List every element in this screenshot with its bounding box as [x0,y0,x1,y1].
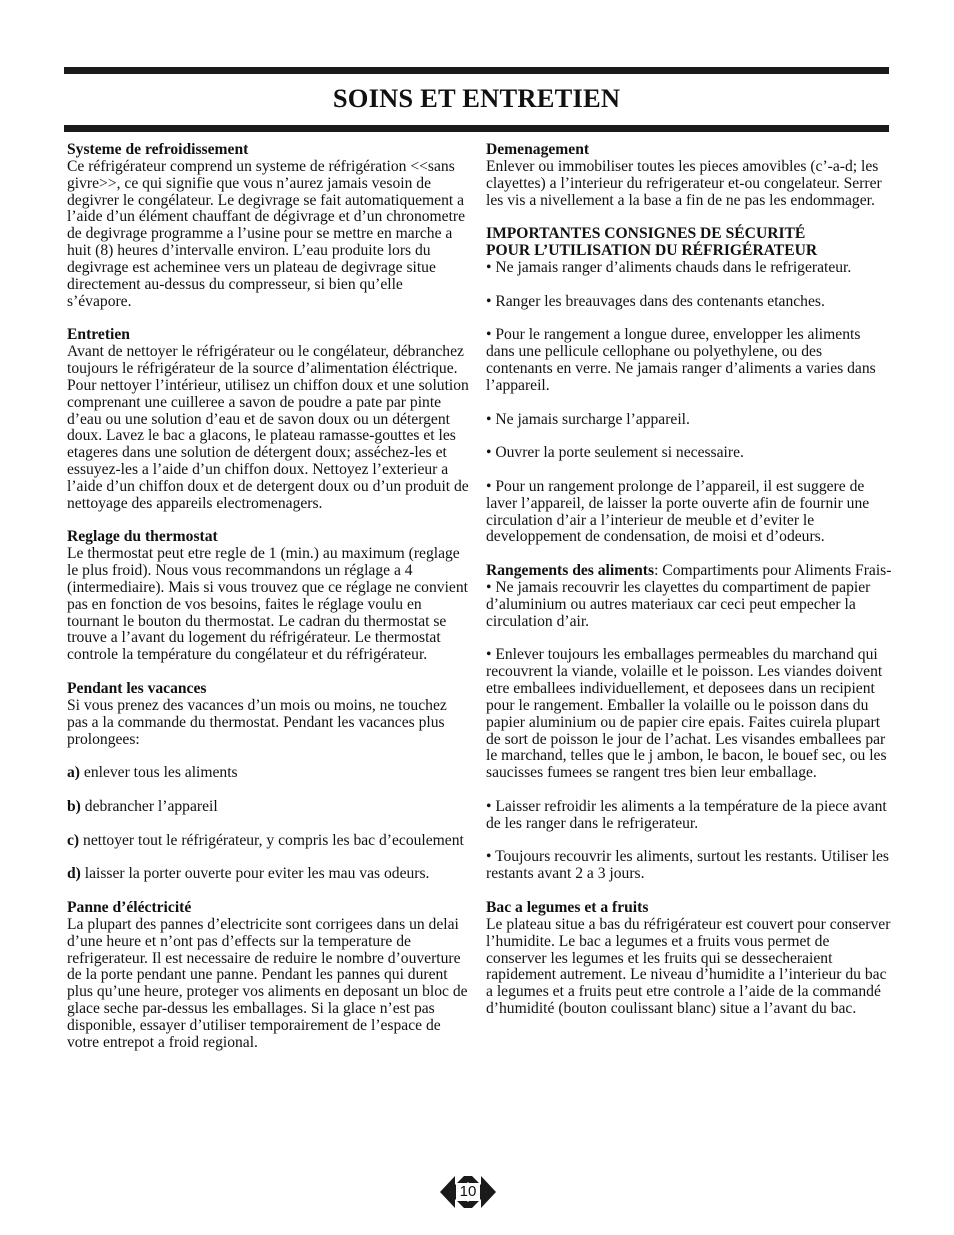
list-key: a) [67,764,80,782]
section-heading: Bac a legumes et a fruits [486,898,649,916]
section-body: La plupart des pannes d’electricite sont corrigees dans un delai d’une heure et n’ont pas d’effects sur la temperature de refrigerateur. Il est necessaire de reduire le nombre d’ouverture de la porte pendant une panne. Pendant les pannes qui durent plus qu’une heure, proteger vos aliments en deposant un bloc de glace seche par-dessus les emballages. Si la glace n’est pas disponible, essayer d’utiliser temporairement de l’espace de votre entrepot a froid regional. [67,915,468,1051]
list-item: • Enlever toujours les emballages permeables du marchand qui recouvrent la viande, volaille et le poisson. Les viandes doivent etre emballees individuellement, et deposees dans un recipient pour le rangement. Emballer la volaille ou le poisson dans du papier aluminium ou de papier cire epais. Faites cuirela plupart de sort de poisson le jour de l’achat. Les visandes emballees par le marchand, telles que le j ambon, le bacon, le bouef sec, ou les saucisses fumees se rangent tres bien leur emballage. [486,646,887,782]
list-item: • Pour un rangement prolonge de l’appareil, il est suggere de laver l’appareil, de laisser la porte ouverte afin de fournir une circulation d’air a l’interieur de meuble et d’eviter le developpement de condensation, de moisi et d’odeurs. [486,477,870,546]
section-maintenance [67,327,471,512]
list-text: enlever tous les aliments [80,764,238,782]
top-rule [64,67,889,74]
section-vacation [67,681,471,883]
section-intro-text: : Compartiments pour Aliments Frais- [654,562,892,580]
section-intro [486,563,892,580]
page-title: SOINS ET ENTRETIEN [332,83,621,113]
list-text: debrancher l’appareil [80,797,218,815]
list-key: c) [67,831,80,849]
section-moving [486,142,892,209]
page-number: 10 [459,1183,477,1200]
section-thermostat [67,529,471,664]
section-crisper [486,900,892,1018]
section-heading-line-1: IMPORTANTES CONSIGNES DE SÉCURITÉ [486,225,806,243]
list-item [67,833,471,850]
list-key: d) [67,865,81,883]
section-heading: Rangements des aliments [486,562,655,580]
list-item [67,799,471,816]
list-item: • Pour le rangement a longue duree, envelopper les aliments dans une pellicule cellophane ou polyethylene, ou des contenants en verre. Ne jamais ranger d’aliments a varies dans l’appareil. [486,326,876,394]
section-power-outage [67,900,471,1052]
list-text: laisser la porter ouverte pour eviter les mau vas odeurs. [80,865,430,883]
section-body: Le thermostat peut etre regle de 1 (min.) au maximum (reglage le plus froid). Nous vous recommandons un réglage a 4 (intermediaire). Mais si vous trouvez que ce réglage ne convient pas en fonction de vos besoins, faites le réglage voulu en tournant le bouton du thermostat. Le cadran du thermostat se trouve a l’avant du logement du réfrigérateur. Le thermostat controle la température du congélateur et du réfrigérateur. [67,545,468,664]
list-item: • Ne jamais surcharge l’appareil. [486,410,690,428]
right-column [486,142,892,1035]
section-body: Avant de nettoyer le réfrigérateur ou le congélateur, débranchez toujours le réfrigérateur de la source d’alimentation éléctrique. Pour nettoyer l’intérieur, utilisez un chiffon doux et une solution comprenant une cuilleree a savon de poudre a pate par pinte d’eau ou une solution d’eau et de savon doux ou un détergent doux. Lavez le bac a glacons, le plateau ramasse-gouttes et les etageres dans une solution de détergent doux; asséchez-les et essuyez-les a l’aide d’un chiffon doux. Nettoyez l’exterieur a l’aide d’un chiffon doux et de detergent doux ou d’un produit de nettoyage des appareils electromenagers. [67,343,469,512]
list-item: • Ne jamais ranger d’aliments chauds dans le refrigerateur. [486,258,852,276]
section-body: Enlever ou immobiliser toutes les pieces amovibles (c’-a-d; les clayettes) a l’interieur du refrigerateur et-ou congelateur. Serrer les vis a nivellement a la base a fin de ne pas les endommager. [486,157,882,209]
section-heading: Reglage du thermostat [67,528,218,546]
left-column [67,142,471,1068]
section-heading: Pendant les vacances [67,680,207,697]
section-cooling-system [67,142,471,310]
section-heading: Demenagement [486,141,590,158]
list-key: b) [67,797,81,815]
section-body: Si vous prenez des vacances d’un mois ou moins, ne touchez pas a la commande du thermostat. Pendant les vacances plus prolongees: [67,696,447,748]
section-body: Le plateau situe a bas du réfrigérateur est couvert pour conserver l’humidite. Le bac a legumes et a fruits vous permet de conserver les legumes et les fruits qui se dessecheraient rapidement autrement. Le niveau d’humidite a l’interieur du bac a legumes et a fruits peut etre controle a l’aide de la commandé d’humidité (bouton coulissant blanc) situe a l’avant du bac. [486,915,891,1018]
section-food-storage [486,563,892,883]
section-heading: Panne d’éléctricité [67,898,192,916]
section-heading: Systeme de refroidissement [67,141,249,158]
list-item: • Ouvrer la porte seulement si necessaire. [486,444,744,462]
section-body: Ce réfrigérateur comprend un systeme de réfrigération <<sans givre>>, ce qui signifie que vous n’aurez jamais vesoin de degivrer le congélateur. Le degivrage se fait automatiquement a l’aide d’un élément chauffant de dégivrage et d’un chronometre de degivrage programme a l’usine pour se mettre en marche a huit (8) heures d’intervalle environ. L’eau produite lors du degivrage est acheminee vers un plateau de degivrage situe directement au-dessus du compresseur, si bien qu’elle s’évapore. [67,157,466,310]
list-item: • Laisser refroidir les aliments a la température de la piece avant de les ranger dans le refrigerateur. [486,797,887,832]
list-item: • Ne jamais recouvrir les clayettes du compartiment de papier d’aluminium ou autres materiaux car ceci peut empecher la circulation d’air. [486,578,871,630]
list-item [67,765,471,782]
list-item: • Ranger les breauvages dans des contenants etanches. [486,292,825,310]
section-safety-instructions [486,226,892,546]
section-heading: Entretien [67,326,130,344]
title-underline-rule [64,125,889,132]
list-item [67,866,471,883]
list-item: • Toujours recouvrir les aliments, surtout les restants. Utiliser les restants avant 2 a 3 jours. [486,848,889,883]
list-text: nettoyer tout le réfrigérateur, y compris les bac d’ecoulement [79,831,464,849]
section-heading-line-2: POUR L’UTILISATION DU RÉFRIGÉRATEUR [486,242,818,260]
